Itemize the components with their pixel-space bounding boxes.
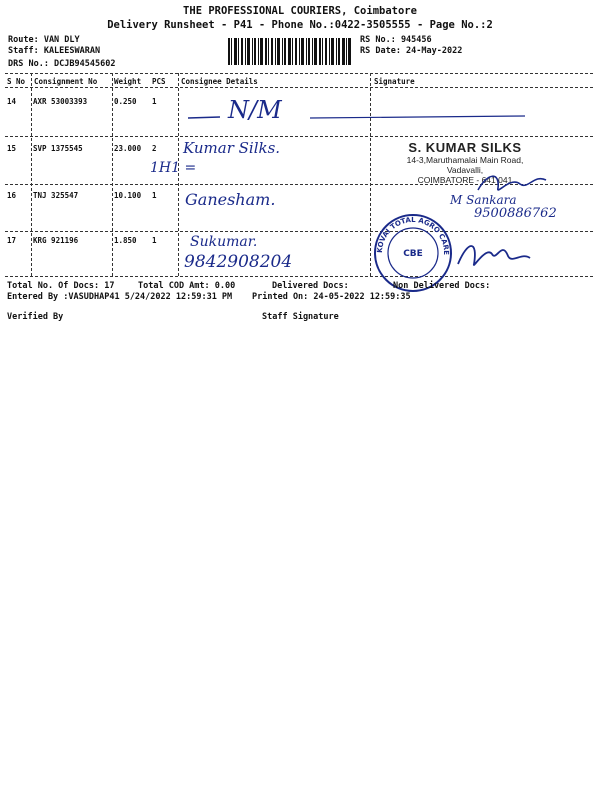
column-header: Consignee Details xyxy=(181,77,258,86)
row15-handwritten-name: Kumar Silks. xyxy=(183,139,281,157)
stamp-address-line: Vadavalli, xyxy=(446,165,484,175)
row-sno: 16 xyxy=(7,191,17,200)
row-weight: 10.100 xyxy=(114,191,142,200)
printed-on: Printed On: 24-05-2022 12:59:35 xyxy=(252,292,411,302)
row-weight: 1.850 xyxy=(114,236,137,245)
staff-signature: Staff Signature xyxy=(262,312,339,322)
row-pcs: 1 xyxy=(152,97,157,106)
row-consignment: KRG 921196 xyxy=(33,236,79,245)
rs-no-label: RS No.: 945456 xyxy=(360,35,432,45)
stamp-address-line: COIMBATORE - 641 041 xyxy=(417,175,513,185)
row-sno: 17 xyxy=(7,236,17,245)
verified-by: Verified By xyxy=(7,312,64,322)
runsheet-subtitle: Delivery Runsheet - P41 - Phone No.:0422-3505555 - Page No.:2 xyxy=(107,19,493,31)
column-header: Consignment No xyxy=(34,77,98,86)
row16-handwritten-signature: M Sankara xyxy=(450,193,517,207)
column-header: Weight xyxy=(114,77,142,86)
column-header: S No xyxy=(7,77,26,86)
row-pcs: 2 xyxy=(152,144,157,153)
row17-handwritten-name: Sukumar. xyxy=(190,234,258,250)
total-docs: Total No. Of Docs: 17 xyxy=(7,281,115,291)
row-sno: 15 xyxy=(7,144,17,153)
non-delivered-docs: Non Delivered Docs: xyxy=(393,281,491,291)
row15-signature-scribble xyxy=(470,168,550,198)
rs-date-label: RS Date: 24-May-2022 xyxy=(360,46,463,56)
stamp-company-name: S. KUMAR SILKS xyxy=(408,140,522,155)
row-sno: 14 xyxy=(7,97,17,106)
row14-handwritten-nm: N/M xyxy=(228,96,282,124)
row-consignment: AXR 53003393 xyxy=(33,97,88,106)
drs-label: DRS No.: DCJB94545602 xyxy=(8,59,116,69)
table-bottom-border xyxy=(5,276,593,277)
row-divider xyxy=(5,231,593,232)
column-divider xyxy=(112,73,113,276)
row16-handwritten-name: Ganesham. xyxy=(185,190,276,209)
row17-signature-scribble xyxy=(452,234,532,274)
row17-handwritten-phone: 9842908204 xyxy=(184,252,293,272)
row-consignment: SVP 1375545 xyxy=(33,144,83,153)
delivered-docs: Delivered Docs: xyxy=(272,281,349,291)
svg-text:KOVAI TOTAL AGRO CARE: KOVAI TOTAL AGRO CARE xyxy=(375,215,451,256)
row-weight: 0.250 xyxy=(114,97,137,106)
row16-handwritten-phone: 9500886762 xyxy=(474,206,557,221)
table-top-border xyxy=(5,73,593,74)
column-divider xyxy=(31,73,32,276)
row-consignment: TNJ 325547 xyxy=(33,191,79,200)
column-header: Signature xyxy=(374,77,415,86)
svg-text:CBE: CBE xyxy=(403,249,423,259)
row-pcs: 1 xyxy=(152,236,157,245)
total-cod: Total COD Amt: 0.00 xyxy=(138,281,236,291)
row15-handwritten-note: 1H1 = xyxy=(150,160,197,176)
route-label: Route: VAN DLY xyxy=(8,35,80,45)
stamp-address-line: 14-3,Maruthamalai Main Road, xyxy=(406,155,524,165)
column-header: PCS xyxy=(152,77,166,86)
staff-label: Staff: KALEESWARAN xyxy=(8,46,101,56)
entered-by: Entered By :VASUDHAP41 5/24/2022 12:59:31 PM xyxy=(7,292,233,302)
row-pcs: 1 xyxy=(152,191,157,200)
barcode xyxy=(228,38,351,65)
row-divider xyxy=(5,136,593,137)
company-title: THE PROFESSIONAL COURIERS, Coimbatore xyxy=(183,5,417,17)
table-header-border xyxy=(5,87,593,88)
row-weight: 23.000 xyxy=(114,144,142,153)
